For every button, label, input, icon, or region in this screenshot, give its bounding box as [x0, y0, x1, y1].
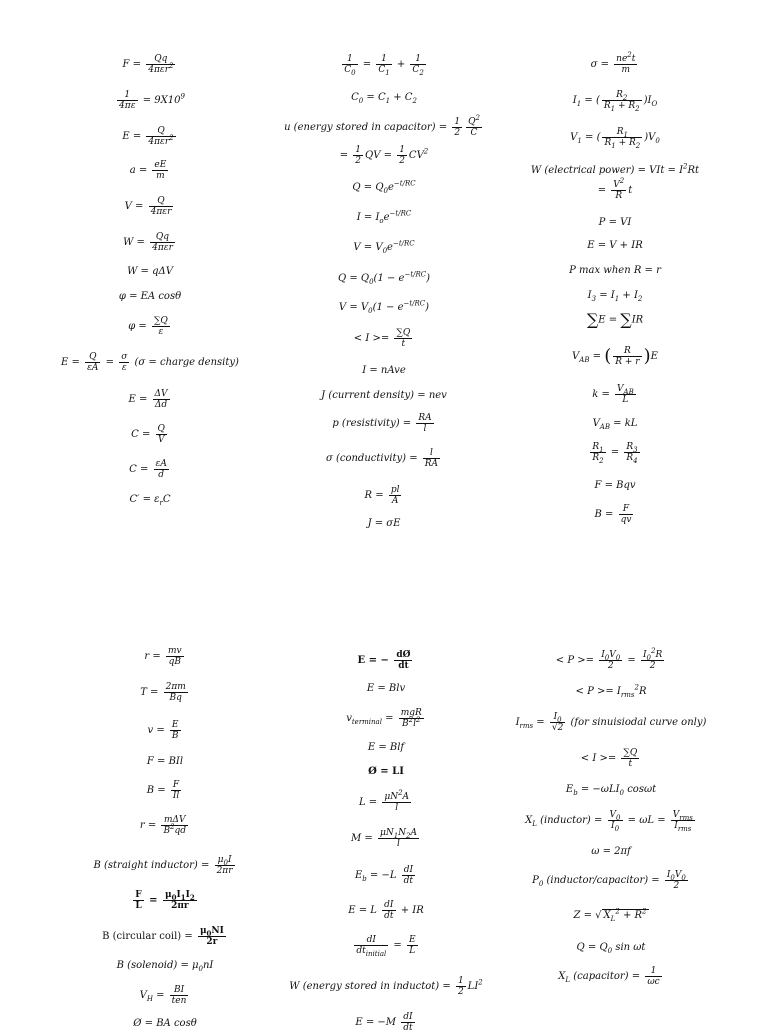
equation: = $\frac{1}{2}$ QV = $\frac{1}{2}$ $CV^2$ [339, 145, 429, 166]
equation: $I_{rms}$ = $\frac{I_0}{√2}$ (for sinuisiodal curve only) [515, 712, 707, 733]
equation: ω = 2πf [591, 846, 631, 857]
equation: $V = V_0(1 - e^{-t/RC})$ [338, 299, 430, 315]
equation: B (straight inductor) = $\frac{\mu_0I}{2\pi r}$ [93, 855, 233, 876]
equation: $I_3 = I_1 + I_2$ [587, 290, 643, 303]
equation: $V_1$ = ( $\frac{R_1}{R_1 + R_2}$ )$V_0$ [570, 127, 660, 150]
equation: P = VI [598, 217, 632, 228]
equation: $I = I_oe^{-t/RC}$ [356, 209, 412, 225]
equation: J (current density) = nev [321, 390, 447, 401]
equation: $\frac{R_1}{R_2}$ = $\frac{R_3}{R_4}$ [592, 442, 638, 465]
equation: < P >= $\frac{I_0V_0}{2}$ = $\frac{I_0^2R}{2}$ [555, 647, 663, 671]
equation: φ = $\frac{\sum Q}{\varepsilon}$ [128, 316, 168, 337]
equation: k = $\frac{V_{AB}}{L}$ [592, 384, 634, 405]
bottom-column-3 [478, 0, 744, 1024]
equation: a = $\frac{eE}{m}$ [129, 160, 167, 181]
bottom-column-2 [268, 0, 504, 1033]
equation: $V_{AB}$ = ( $\frac{R}{R + r}$ )E [572, 345, 658, 367]
equation: $C_0 = C_1 + C_2$ [351, 92, 417, 105]
equation: W = qΔV [127, 266, 173, 277]
equation: $E_b = -L$ $\frac{dI}{dt}$ [354, 865, 414, 886]
equation: M = $\frac{\mu N_1N_2A}{l}$ [350, 828, 418, 849]
equation: $X_L$ (capacitor) = $\frac{1}{\omega c}$ [558, 966, 660, 987]
equation: I = nAve [362, 365, 406, 376]
equation: Z = √ $X_L^2 + R^2$ [573, 907, 647, 923]
equation: $\frac{dI}{dt_{initial}}$ = $\frac{E}{L}$ [356, 935, 416, 958]
equation: W (energy stored in inductot) = $\frac{1}{2}$ $LI^2$ [289, 976, 483, 997]
equation: E = $\frac{Q}{\varepsilon A}$ = $\frac{\sigma}{\varepsilon}$ (σ = charge density) [61, 352, 239, 373]
equation: B (circular coil) = $\frac{\mu_0NI}{2r}$ [102, 926, 224, 947]
equation: T = $\frac{2\pi m}{Bq}$ [140, 682, 186, 703]
equation: $Q = Q_0$ sin ωt [576, 942, 646, 955]
equation: $v_{terminal}$ = $\frac{\text{mgR}}{B^2l^2}$ [346, 708, 422, 729]
equation: u (energy stored in capacitor) = $\frac{1}{2}$ $\frac{Q^2}{C}$ [284, 114, 480, 138]
equation: B (solenoid) = $\mu_0nI$ [116, 960, 214, 973]
equation: Ø = BA cosθ [133, 1018, 197, 1029]
equation: $Q = Q_0e^{-t/RC}$ [352, 179, 416, 195]
equation: ∑E = ∑IR [586, 310, 644, 329]
equation: E = $\frac{Q}{4\pi\varepsilon r^2}$ [122, 126, 174, 147]
equation: W = $\frac{Qq}{\text{4πεr}}$ [123, 232, 173, 253]
equation: C = $\frac{\varepsilon A}{d}$ [129, 459, 167, 480]
equation: $V = V_0e^{-t/RC}$ [353, 239, 415, 255]
equation: W (electrical power) = VIt = $I^2Rt$ [530, 162, 700, 176]
equation: E = −M $\frac{dI}{dt}$ [355, 1012, 413, 1033]
equation: $\frac{1}{C_0}$ = $\frac{1}{C_1}$ + $\frac{1}{C_2}$ [344, 54, 424, 77]
equation: L = $\frac{\mu N^2A}{l}$ [358, 789, 410, 813]
equation: F = BIl [146, 756, 184, 767]
equation: C = $\frac{Q}{V}$ [131, 424, 165, 445]
equation: $\frac{1}{4\pi\varepsilon}$ = $9X10^9$ [119, 90, 185, 111]
equation: = $\frac{V^2}{R}$ t [597, 177, 633, 201]
equation: E = Blf [367, 742, 405, 753]
equation: V = $\frac{Q}{\text{4πεr}}$ [124, 196, 172, 217]
equation: v = $\frac{E}{B}$ [147, 720, 179, 741]
equation: < I >= $\frac{\sum Q}{t}$ [353, 328, 411, 349]
equation: B = $\frac{F}{Il}$ [146, 780, 180, 801]
equation: $Q = Q_0(1 - e^{-t/RC})$ [337, 270, 431, 286]
equation: $X_L$ (inductor) = $\frac{V_0}{I_0}$ = ωL = $\frac{V_{rms}}{I_{rms}}$ [525, 810, 693, 833]
equation: < I >= $\frac{\sum Q}{t}$ [580, 748, 638, 769]
equation: σ = $\frac{ne^2t}{m}$ [590, 51, 636, 75]
equation: P max when R = r [569, 265, 661, 276]
equation: E = V + IR [587, 240, 643, 251]
equation: φ = EA cosθ [118, 291, 182, 302]
equation: $E_b = -\omega LI_0$ cosωt [565, 784, 657, 797]
equation: J = σE [367, 518, 401, 529]
equation: F = Bqv [594, 480, 636, 491]
equation: p (resistivity) = $\frac{RA}{l}$ [332, 413, 432, 434]
equation: $\frac{F}{L}$ = $\frac{\mu_0I_1I_2}{2\pi r}$ [135, 890, 195, 911]
equation: E = L $\frac{dI}{dt}$ + IR [348, 900, 424, 921]
equation: F = $\frac{Qq}{4\pi\varepsilon r^2}$ [122, 54, 174, 75]
equation: $C' = \varepsilon_rC$ [129, 494, 171, 507]
equation: < $P >= I_{rms}^2R$ [575, 683, 647, 699]
equation: B = $\frac{F}{qv}$ [594, 504, 632, 525]
equation: $P_0$ (inductor/capacitor) = $\frac{I_0V_0}{2}$ [532, 870, 686, 891]
equation: E = $\frac{\Delta V}{\Delta d}$ [128, 389, 168, 410]
equation: $I_1$ = ( $\frac{R_2}{R_1 + R_2}$ )$I_O$ [572, 90, 658, 113]
equation: r = $\frac{mv}{qB}$ [144, 646, 182, 667]
equation: r = $\frac{\text{mΔV}}{B^2qd}$ [139, 815, 187, 836]
equation: R = $\frac{pl}{A}$ [364, 485, 400, 506]
equation: E = Blv [366, 683, 406, 694]
equation: σ (conductivity) = $\frac{l}{RA}$ [325, 448, 439, 469]
equation: E = − $\frac{dØ}{dt}$ [357, 650, 411, 671]
bottom-column-1 [50, 0, 280, 1029]
equation: $V_H$ = $\frac{BI}{\text{ten}}$ [139, 985, 187, 1006]
equation: Ø = LI [368, 766, 404, 777]
equation: $V_{AB}$ = kL [592, 418, 638, 431]
